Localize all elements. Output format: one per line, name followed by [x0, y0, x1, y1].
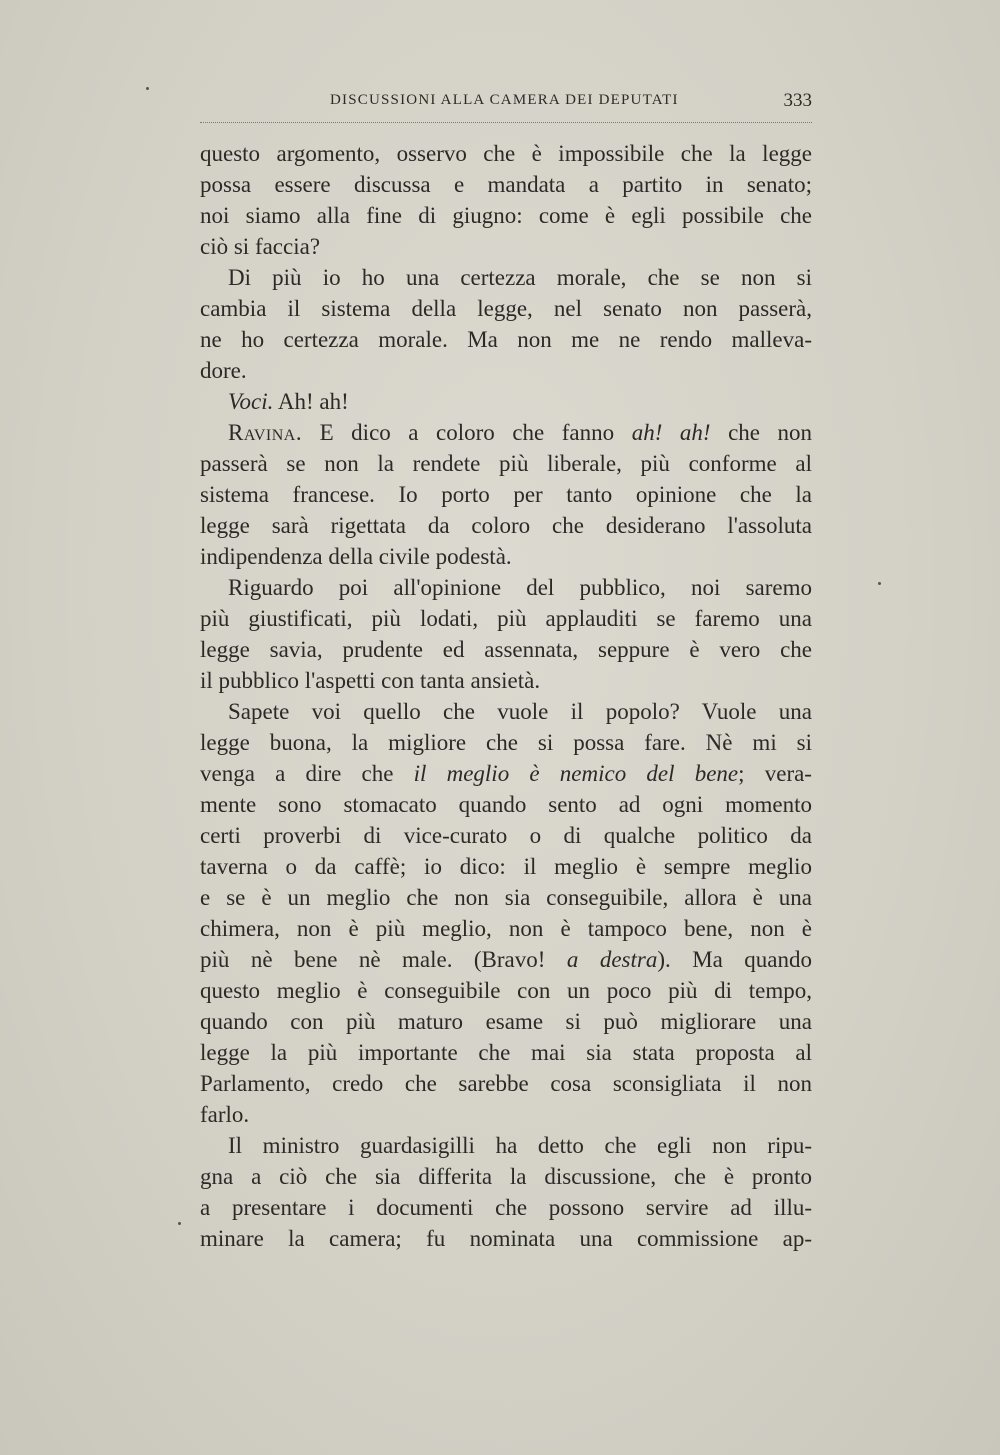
text-run: venga a dire che: [200, 761, 394, 786]
text-line: a presentare i documenti che possono servire ad illu-: [200, 1195, 812, 1220]
text-line: dore.: [200, 358, 247, 383]
italic-run: a destra: [566, 947, 658, 972]
text-run: più nè bene nè male. (Bravo!: [200, 947, 546, 972]
running-title: DISCUSSIONI ALLA CAMERA DEI DEPUTATI: [330, 92, 679, 108]
body-text: [200, 138, 812, 1254]
text-line: quando con più maturo esame si può migliorare una: [200, 1009, 812, 1034]
header-rule: [200, 122, 812, 123]
text-line: ne ho certezza morale. Ma non me ne rendo malleva-: [200, 327, 812, 352]
text-line: taverna o da caffè; io dico: il meglio è sempre meglio: [200, 854, 812, 879]
text-line: Parlamento, credo che sarebbe cosa sconsigliata il non: [200, 1071, 812, 1096]
italic-run: il meglio è nemico del bene: [413, 761, 739, 786]
text-line: [200, 386, 812, 417]
text-line: Di più io ho una certezza morale, che se non si: [228, 265, 812, 290]
paper-speck: [878, 582, 881, 585]
text-line: indipendenza della civile podestà.: [200, 544, 512, 569]
text-line: legge la più importante che mai sia stata proposta al: [200, 1040, 812, 1065]
text-run: ). Ma quando: [657, 947, 813, 972]
text-line: legge savia, prudente ed assennata, seppure è vero che: [200, 637, 812, 662]
text-run: E dico a coloro che fanno: [319, 420, 615, 445]
text-line: legge sarà rigettata da coloro che desiderano l'assoluta: [200, 513, 812, 538]
text-line: questo argomento, osservo che è impossibile che la legge: [200, 141, 812, 166]
text-line: più giustificati, più lodati, più applauditi se faremo una: [200, 606, 812, 631]
text-line: questo meglio è conseguibile con un poco più di tempo,: [200, 978, 812, 1003]
text-line: mente sono stomacato quando sento ad ogni momento: [200, 792, 812, 817]
text-line: ciò si faccia?: [200, 234, 321, 259]
text-line: [200, 944, 812, 975]
text-run: ; vera-: [738, 761, 812, 786]
page-number: 333: [783, 90, 812, 111]
text-line: minare la camera; fu nominata una commissione ap-: [200, 1226, 812, 1251]
text-line: farlo.: [200, 1102, 250, 1127]
italic-run: ah! ah!: [631, 420, 711, 445]
text-line: passerà se non la rendete più liberale, più conforme al: [200, 451, 812, 476]
text-line: Riguardo poi all'opinione del pubblico, noi saremo: [228, 575, 812, 600]
text-line: chimera, non è più meglio, non è tampoco bene, non è: [200, 916, 812, 941]
text-line: possa essere discussa e mandata a partito in senato;: [200, 172, 812, 197]
text-line: sistema francese. Io porto per tanto opinione che la: [200, 482, 812, 507]
text-line: cambia il sistema della legge, nel senato non passerà,: [200, 296, 812, 321]
interjection: Ah! ah!: [277, 389, 349, 414]
text-line: Il ministro guardasigilli ha detto che egli non ripu-: [228, 1133, 812, 1158]
running-head: [200, 92, 812, 118]
text-line: legge buona, la migliore che si possa fare. Nè mi si: [200, 730, 812, 755]
text-line: noi siamo alla fine di giugno: come è egli possibile che: [200, 203, 812, 228]
text-line: gna a ciò che sia differita la discussione, che è pronto: [200, 1164, 812, 1189]
speaker-voci: Voci.: [228, 389, 274, 414]
speaker-ravina: Ravina.: [228, 420, 303, 445]
text-line: Sapete voi quello che vuole il popolo? Vuole una: [228, 699, 812, 724]
text-run: che non: [728, 420, 813, 445]
paper-speck: [178, 1222, 181, 1225]
text-line: [200, 417, 812, 448]
text-line: [200, 758, 812, 789]
paper-speck: [146, 87, 149, 90]
text-line: e se è un meglio che non sia conseguibile, allora è una: [200, 885, 812, 910]
text-line: il pubblico l'aspetti con tanta ansietà.: [200, 668, 541, 693]
text-line: certi proverbi di vice-curato o di qualche politico da: [200, 823, 812, 848]
